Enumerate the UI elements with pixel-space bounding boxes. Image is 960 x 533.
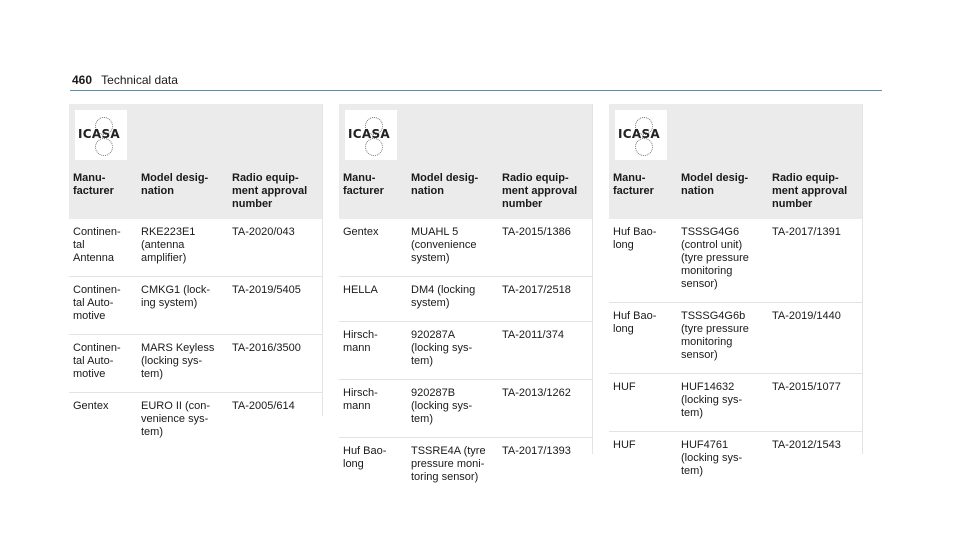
cell-manufacturer: Hirsch- mann (343, 387, 378, 412)
table-row (339, 380, 592, 438)
icasa-logo (75, 110, 127, 160)
logo-text: ICASA (618, 127, 660, 141)
cell-approval: TA-2015/1077 (772, 381, 841, 393)
approval-table-1 (69, 104, 322, 450)
cell-approval: TA-2011/374 (502, 329, 564, 341)
table-row (339, 322, 592, 380)
cell-approval: TA-2017/2518 (502, 284, 571, 296)
cell-manufacturer: Huf Bao- long (613, 226, 657, 251)
cell-model: TSSSG4G6 (control unit) (tyre pressure monitoring sensor) (681, 226, 749, 290)
cell-model: MARS Keyless (locking sys- tem) (141, 342, 215, 380)
page-number: 460 (72, 73, 93, 87)
table-row (609, 432, 862, 489)
section-title: Technical data (101, 73, 178, 87)
table-row (339, 277, 592, 322)
col-header-model: Model desig- nation (681, 172, 749, 197)
cell-approval: TA-2019/1440 (772, 310, 841, 322)
cell-manufacturer: Continen- tal Auto- motive (73, 342, 121, 380)
table-row (609, 374, 862, 432)
col-header-approval: Radio equip- ment approval number (502, 172, 578, 210)
header-row (69, 172, 322, 211)
col-header-manufacturer: Manu- facturer (613, 172, 654, 197)
cell-model: DM4 (locking system) (411, 284, 476, 309)
cell-model: 920287A (locking sys- tem) (411, 329, 473, 367)
table-divider (862, 104, 863, 454)
col-header-manufacturer: Manu- facturer (343, 172, 384, 197)
cell-model: TSSSG4G6b (tyre pressure monitoring sensor) (681, 310, 749, 361)
cell-manufacturer: Gentex (343, 226, 379, 238)
table-row (69, 393, 322, 450)
table-header (339, 104, 592, 219)
cell-manufacturer: HELLA (343, 284, 378, 296)
cell-model: HUF14632 (locking sys- tem) (681, 381, 743, 419)
table-row (69, 277, 322, 335)
icasa-logo (615, 110, 667, 160)
table-row (609, 303, 862, 374)
cell-model: HUF4761 (locking sys- tem) (681, 439, 743, 477)
header-row (609, 172, 862, 211)
cell-manufacturer: Huf Bao- long (613, 310, 657, 335)
col-header-manufacturer: Manu- facturer (73, 172, 114, 197)
cell-manufacturer: HUF (613, 439, 636, 451)
icasa-logo (345, 110, 397, 160)
table-row (339, 219, 592, 277)
cell-approval: TA-2017/1391 (772, 226, 841, 238)
cell-model: TSSRE4A (tyre pressure moni- toring sensor) (411, 445, 486, 483)
table-header (69, 104, 322, 219)
header-rule (70, 90, 882, 91)
cell-approval: TA-2017/1393 (502, 445, 571, 457)
table-row (609, 219, 862, 303)
cell-manufacturer: Hirsch- mann (343, 329, 378, 354)
table-divider (592, 104, 593, 454)
cell-manufacturer: HUF (613, 381, 636, 393)
cell-approval: TA-2012/1543 (772, 439, 841, 451)
logo-text: ICASA (348, 127, 390, 141)
cell-model: RKE223E1 (antenna amplifier) (141, 226, 196, 264)
col-header-model: Model desig- nation (411, 172, 479, 197)
table-divider (322, 104, 323, 416)
approval-table-2 (339, 104, 592, 495)
cell-model: 920287B (locking sys- tem) (411, 387, 473, 425)
logo-text: ICASA (78, 127, 120, 141)
cell-manufacturer: Gentex (73, 400, 109, 412)
table-row (69, 219, 322, 277)
cell-model: MUAHL 5 (convenience system) (411, 226, 477, 264)
table-row (339, 438, 592, 495)
header-row (339, 172, 592, 211)
cell-manufacturer: Continen- tal Auto- motive (73, 284, 121, 322)
cell-approval: TA-2015/1386 (502, 226, 571, 238)
table-row (69, 335, 322, 393)
cell-approval: TA-2005/614 (232, 400, 295, 412)
col-header-model: Model desig- nation (141, 172, 209, 197)
table-header (609, 104, 862, 219)
cell-approval: TA-2019/5405 (232, 284, 301, 296)
approval-table-3 (609, 104, 862, 489)
cell-manufacturer: Continen- tal Antenna (73, 226, 121, 264)
col-header-approval: Radio equip- ment approval number (772, 172, 848, 210)
cell-approval: TA-2020/043 (232, 226, 295, 238)
col-header-approval: Radio equip- ment approval number (232, 172, 308, 210)
page-header (72, 73, 178, 87)
cell-manufacturer: Huf Bao- long (343, 445, 387, 470)
cell-approval: TA-2016/3500 (232, 342, 301, 354)
cell-approval: TA-2013/1262 (502, 387, 571, 399)
cell-model: EURO II (con- venience sys- tem) (141, 400, 211, 438)
cell-model: CMKG1 (lock- ing system) (141, 284, 211, 309)
